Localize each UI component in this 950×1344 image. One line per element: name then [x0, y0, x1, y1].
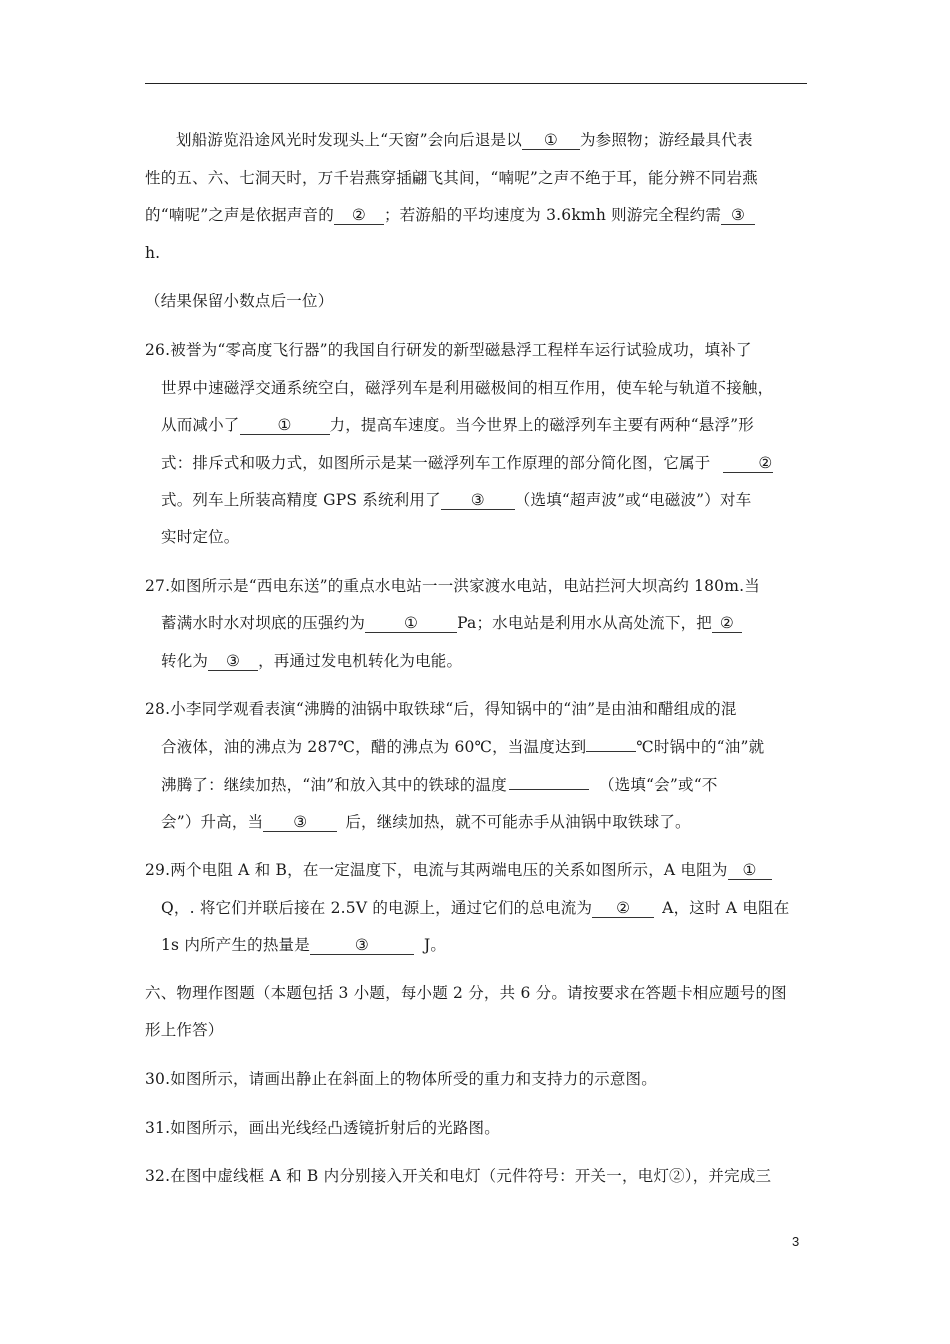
q29-line-2 — [161, 898, 789, 918]
q25-line-5: （结果保留小数点后一位） — [145, 292, 334, 310]
q26-line-4 — [161, 453, 773, 473]
text: 1s 内所产生的热量是 — [161, 936, 310, 954]
q25-line-1 — [176, 130, 753, 150]
q29-line-1 — [145, 860, 772, 880]
q28-line-2 — [161, 737, 764, 757]
page-number: 3 — [792, 1234, 800, 1249]
blank-1[interactable]: ① — [728, 861, 772, 880]
blank-3[interactable]: ③ — [208, 652, 258, 671]
text: 29.两个电阻 A 和 B，在一定温度下，电流与其两端电压的关系如图所示，A 电阻为 — [145, 861, 728, 879]
q32-line: 32.在图中虚线框 A 和 B 内分别接入开关和电灯（元件符号：开关一，电灯②），并完成三 — [145, 1167, 772, 1185]
text: Q，. 将它们并联后接在 2.5V 的电源上，通过它们的总电流为 — [161, 899, 593, 917]
blank-1[interactable]: ① — [365, 614, 457, 633]
text: 合液体，油的沸点为 287℃，醋的沸点为 60℃，当温度达到 — [161, 738, 587, 756]
text: 沸腾了：继续加热，“油”和放入其中的铁球的温度 — [161, 776, 507, 794]
blank-2[interactable]: ② — [723, 454, 773, 473]
text: ℃时锅中的“油”就 — [636, 738, 765, 756]
q30-line: 30.如图所示，请画出静止在斜面上的物体所受的重力和支持力的示意图。 — [145, 1070, 657, 1088]
text: 为参照物；游经最具代表 — [579, 131, 753, 149]
text: 蓄满水时水对坝底的压强约为 — [161, 614, 366, 632]
q25-line-2: 性的五、六、七洞天时，万千岩燕穿插翩飞其间，“喃呢”之声不绝于耳，能分辨不同岩燕 — [145, 169, 758, 187]
text: J。 — [423, 936, 447, 954]
q26-line-1: 26.被誉为“零高度飞行器”的我国自行研发的新型磁悬浮工程样车运行试验成功，填补了 — [145, 341, 752, 359]
q27-line-3 — [161, 651, 462, 671]
blank-2[interactable]: ② — [334, 206, 384, 225]
text: Pa；水电站是利用水从高处流下，把 — [457, 614, 712, 632]
blank-1[interactable] — [586, 751, 636, 752]
text: 式。列车上所装高精度 GPS 系统利用了 — [161, 491, 441, 509]
q26-line-5 — [161, 490, 751, 510]
text: 的“喃呢”之声是依据声音的 — [145, 206, 334, 224]
q27-line-1: 27.如图所示是“西电东送”的重点水电站一一洪家渡水电站，电站拦河大坝高约 180m.当 — [145, 577, 760, 595]
text: ，再通过发电机转化为电能。 — [258, 652, 463, 670]
text: 式：排斥式和吸力式，如图所示是某一磁浮列车工作原理的部分简化图，它属于 — [161, 454, 711, 472]
blank-3[interactable]: ③ — [721, 206, 755, 225]
text: 从而减小了 — [161, 416, 240, 434]
q31-line: 31.如图所示，画出光线经凸透镜折射后的光路图。 — [145, 1119, 500, 1137]
q28-line-1: 28.小李同学观看表演“沸腾的油锅中取铁球“后，得知锅中的“油”是由油和醋组成的混 — [145, 700, 737, 718]
q26-line-3 — [161, 415, 754, 435]
text: 会”）升高，当 — [161, 813, 264, 831]
blank-1[interactable]: ① — [240, 416, 330, 435]
text: （选填“超声波”或“电磁波”）对车 — [514, 491, 752, 509]
text: 转化为 — [161, 652, 209, 670]
text: ；若游船的平均速度为 3.6kmh 则游完全程约需 — [383, 206, 722, 224]
blank-3[interactable]: ③ — [441, 491, 515, 510]
text: 力，提高车速度。当今世界上的磁浮列车主要有两种“悬浮”形 — [329, 416, 754, 434]
text: 后，继续加热，就不可能赤手从油锅中取铁球了。 — [345, 813, 691, 831]
q26-line-6: 实时定位。 — [161, 528, 240, 546]
text: （选填“会”或“不 — [598, 776, 718, 794]
blank-3[interactable]: ③ — [310, 936, 414, 955]
q29-line-3 — [161, 935, 446, 955]
blank-1[interactable]: ① — [522, 131, 580, 150]
q28-line-4 — [161, 812, 691, 832]
text: A，这时 A 电阻在 — [662, 899, 790, 917]
blank-3[interactable]: ③ — [263, 813, 337, 832]
q26-line-2: 世界中速磁浮交通系统空白，磁浮列车是利用磁极间的相互作用，使车轮与轨道不接触， — [161, 379, 774, 397]
section-6-heading-line-2: 形上作答） — [145, 1021, 224, 1039]
text: 划船游览沿途风光时发现头上“天窗”会向后退是以 — [176, 131, 522, 149]
section-6-heading-line-1: 六、物理作图题（本题包括 3 小题，每小题 2 分，共 6 分。请按要求在答题卡相应题号的图 — [145, 984, 787, 1002]
blank-2[interactable]: ② — [592, 899, 654, 918]
blank-2[interactable]: ② — [712, 614, 742, 633]
q25-line-3 — [145, 205, 755, 225]
blank-2[interactable] — [509, 789, 589, 790]
q25-line-4: h. — [145, 244, 161, 262]
q27-line-2 — [161, 613, 742, 633]
q28-line-3 — [161, 775, 718, 795]
